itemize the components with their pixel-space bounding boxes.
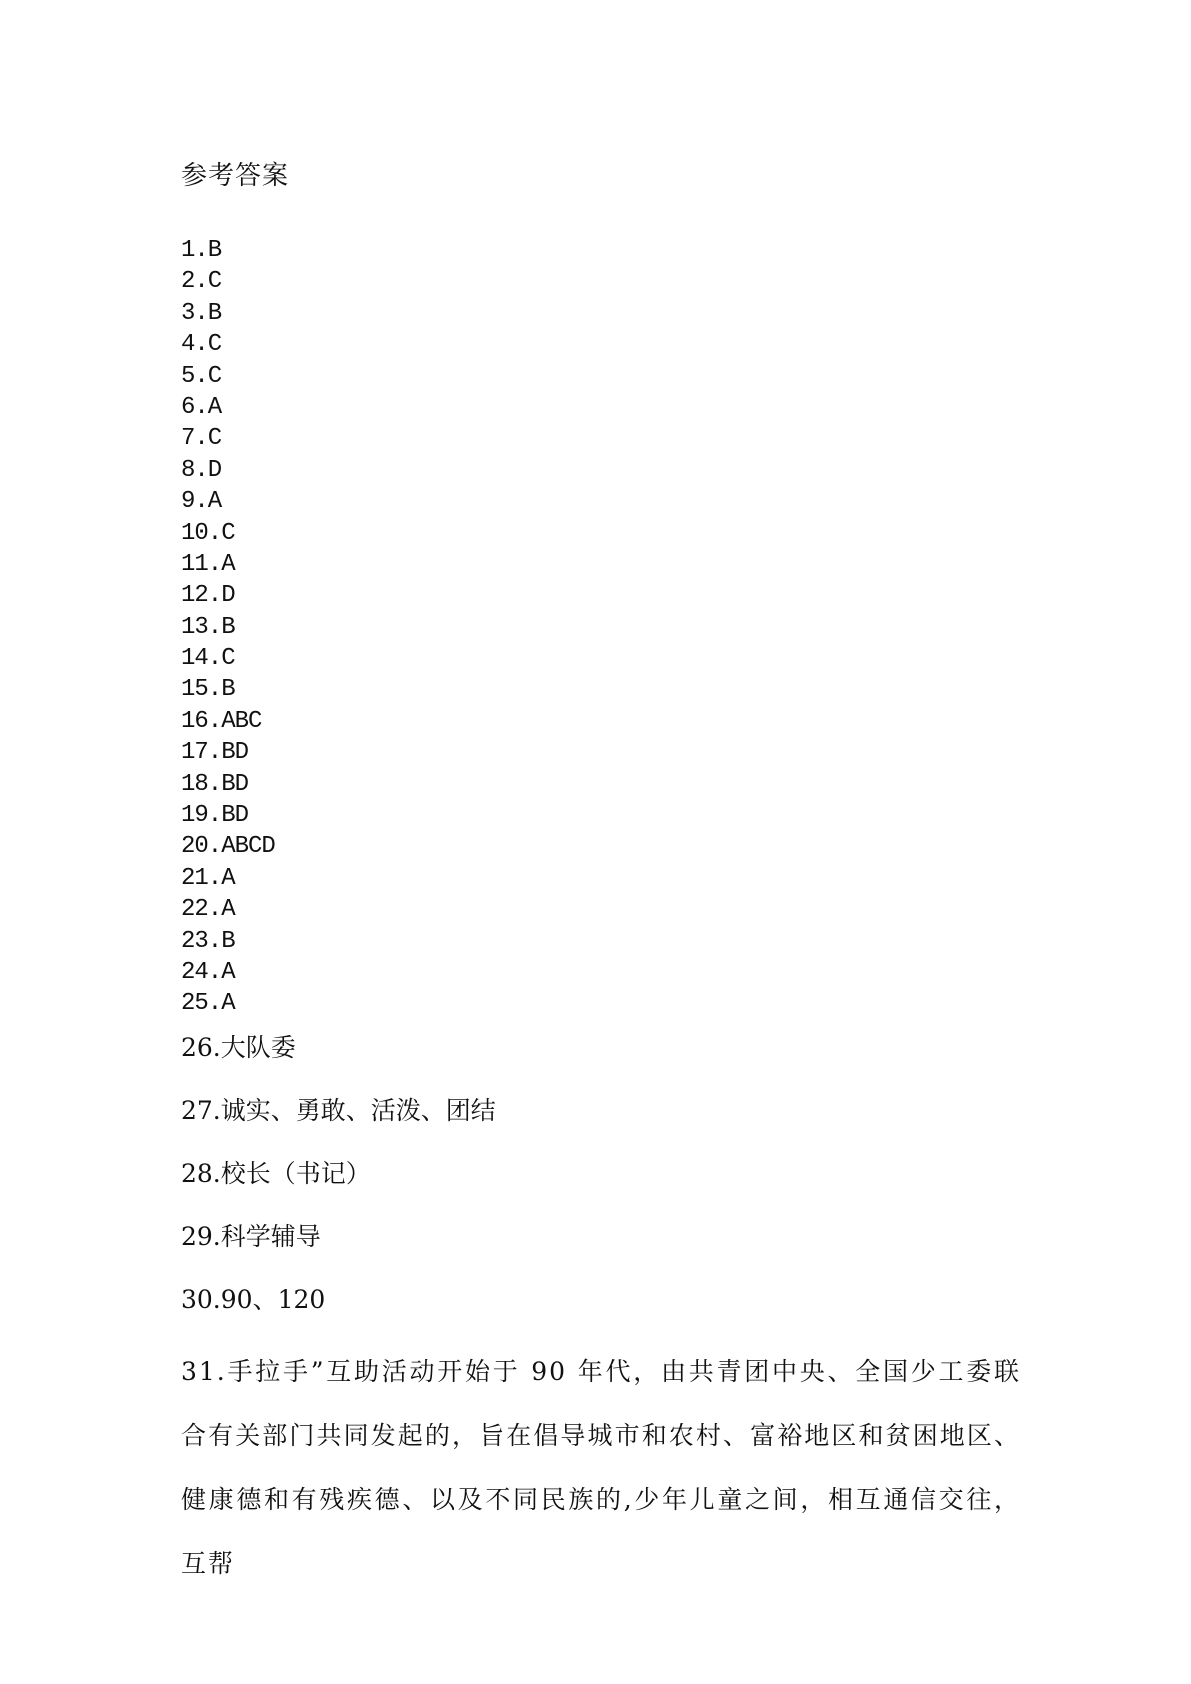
answer-item: 8.D	[181, 456, 222, 484]
answer-item: 5.C	[181, 362, 222, 390]
answer-item: 9.A	[181, 488, 222, 516]
answer-item: 7.C	[181, 425, 222, 453]
fill-answer-list	[181, 1030, 496, 1345]
answer-item: 11.A	[181, 550, 235, 578]
answer-item: 13.B	[181, 613, 235, 641]
answer-item: 17.BD	[181, 739, 249, 767]
answer-item: 21.A	[181, 864, 235, 892]
page-title: 参考答案	[181, 161, 290, 191]
answer-31-paragraph: 31.手拉手”互助活动开始于 90 年代，由共青团中央、全国少工委联合有关部门共同发起的，旨在倡导城市和农村、富裕地区和贫困地区、健康德和有残疾德、以及不同民族的,少年儿童之间，相互通信交往，互帮	[181, 1357, 1021, 1578]
fill-answer-item: 28.校长（书记）	[181, 1159, 371, 1188]
answer-item: 18.BD	[181, 770, 249, 798]
fill-answer-item: 30.90、120	[181, 1285, 326, 1314]
answer-item: 25.A	[181, 990, 235, 1018]
answer-item: 1.B	[181, 237, 222, 264]
answer-item: 4.C	[181, 331, 222, 359]
fill-answer-item: 29.科学辅导	[181, 1222, 321, 1251]
answer-item: 2.C	[181, 268, 222, 296]
fill-answer-item: 27.诚实、勇敢、活泼、团结	[181, 1096, 496, 1125]
answer-item: 24.A	[181, 958, 235, 986]
fill-answer-item: 26.大队委	[181, 1033, 296, 1062]
answer-item: 19.BD	[181, 802, 249, 830]
answer-item: 10.C	[181, 519, 235, 547]
choice-answer-list	[181, 235, 275, 1020]
answer-item: 23.B	[181, 927, 235, 955]
answer-item: 22.A	[181, 896, 235, 924]
answer-item: 20.ABCD	[181, 833, 275, 861]
answer-item: 3.B	[181, 299, 222, 327]
answer-item: 12.D	[181, 582, 235, 610]
answer-item: 15.B	[181, 676, 235, 704]
answer-item: 6.A	[181, 393, 222, 421]
answer-item: 14.C	[181, 645, 235, 673]
answer-item: 16.ABC	[181, 707, 262, 735]
